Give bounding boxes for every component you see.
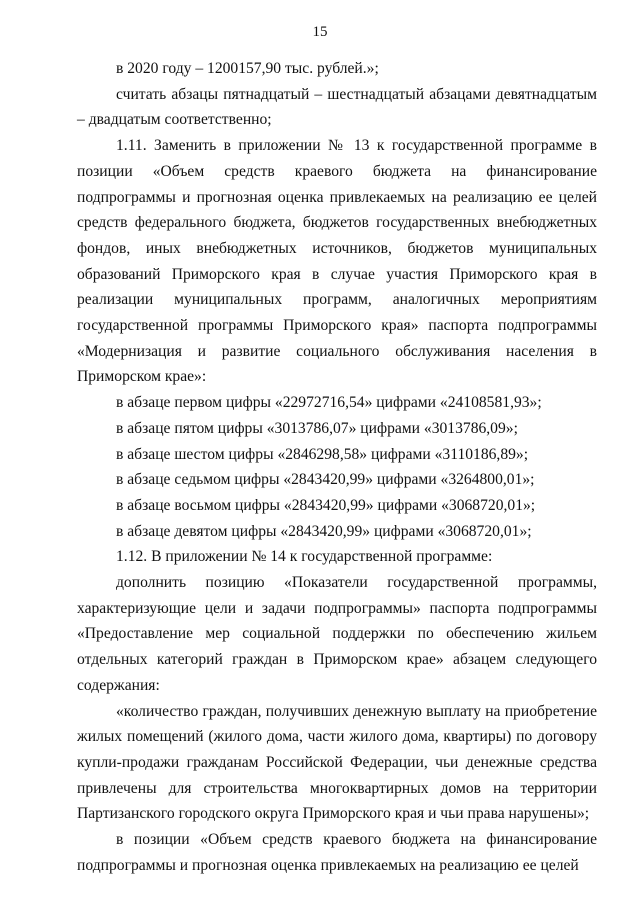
paragraph-abzats-sixth: в абзаце шестом цифры «2846298,58» цифрами «3110186,89»; [116,445,529,463]
paragraph-abzats-first: в абзаце первом цифры «22972716,54» цифрами «24108581,93»; [116,394,542,412]
paragraph-1-11-replace: 1.11. Заменить в приложении № 13 к государственной программе в позиции «Объем средств краевого бюджета на финансирование подпрограммы и прогнозная оценка привлекаемых на реализацию ее целей средств федерального бюджета, бюджетов государственных внебюджетных фондов, иных внебюджетных источников, бюджетов муниципальных образований Приморского края в случае участия Приморского края в реализации муниципальных программ, аналогичных мероприятиям государственной программы Приморского края» паспорта подпрограммы «Модернизация и развитие социального обслуживания населения в Приморском крае»: [77,137,597,386]
paragraph-add-indicator: дополнить позицию «Показатели государственной программы, характеризующие цели и задачи подпрограммы» паспорта подпрограммы «Предоставление мер социальной поддержки по обеспечению жильем отдельных категорий граждан в Приморском крае» абзацем следующего содержания: [77,574,597,694]
paragraph-funding-position: в позиции «Объем средств краевого бюджета на финансирование подпрограммы и прогнозная оценка привлекаемых на реализацию ее целей [77,831,597,874]
paragraph-abzats-seventh: в абзаце седьмом цифры «2843420,99» цифрами «3264800,01»; [116,471,535,489]
paragraph-abzats-fifth: в абзаце пятом цифры «3013786,07» цифрами «3013786,09»; [116,419,518,437]
paragraph-funding-2020: в 2020 году – 1200157,90 тыс. рублей.»; [116,60,379,77]
paragraph-abzats-ninth: в абзаце девятом цифры «2843420,99» цифрами «3068720,01»; [116,522,532,540]
document-body [77,56,597,879]
paragraph-1-12-heading: 1.12. В приложении № 14 к государственной программе: [116,548,493,566]
paragraph-abzats-eighth: в абзаце восьмом цифры «2843420,99» цифрами «3068720,01»; [116,496,536,514]
page-number: 15 [312,24,328,40]
paragraph-quoted-indicator: «количество граждан, получивших денежную выплату на приобретение жилых помещений (жилого дома, части жилого дома, квартиры) по договору купли-продажи гражданам Российской Федерации, чьи денежные средства привлечены для строительства многоквартирных домов на территории Партизанского городского округа Приморского края и чьи права нарушены»; [77,702,597,823]
paragraph-renumber-abzatsy: считать абзацы пятнадцатый – шестнадцатый абзацами девятнадцатым – двадцатым соответственно; [77,85,597,129]
